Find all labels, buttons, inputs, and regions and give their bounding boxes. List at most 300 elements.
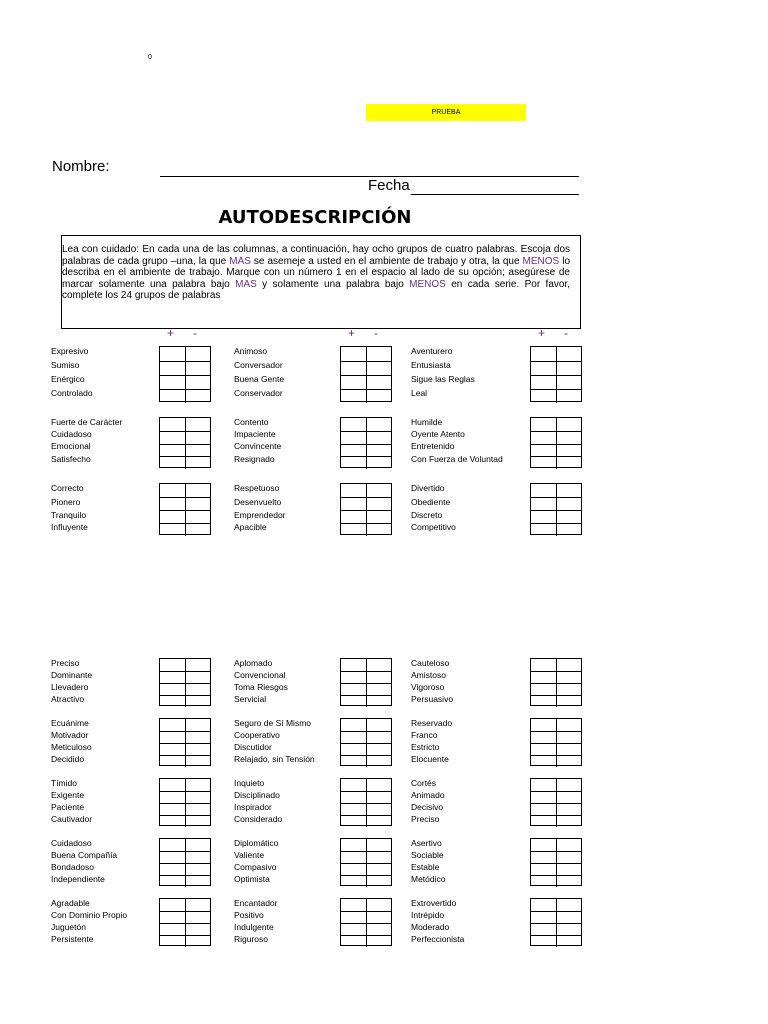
plus-cell[interactable]: [341, 484, 366, 497]
plus-cell[interactable]: [531, 852, 556, 863]
plus-cell[interactable]: [160, 445, 185, 457]
answer-row: [341, 671, 391, 683]
minus-cell[interactable]: [185, 362, 211, 375]
answer-row: [341, 863, 391, 875]
answer-grid: [530, 838, 582, 886]
plus-cell[interactable]: [341, 719, 366, 731]
plus-cell[interactable]: [160, 804, 185, 815]
minus-cell[interactable]: [185, 899, 211, 911]
minus-cell[interactable]: [366, 390, 392, 403]
answer-row: [341, 431, 391, 444]
minus-cell[interactable]: [556, 432, 582, 444]
plus-cell[interactable]: [341, 876, 366, 887]
answer-row: [341, 923, 391, 935]
word-option: Contento: [234, 417, 269, 427]
answer-row: [160, 659, 210, 671]
answer-row: [160, 851, 210, 863]
plus-header: +: [348, 326, 356, 340]
minus-cell[interactable]: [556, 696, 582, 707]
plus-cell[interactable]: [160, 696, 185, 707]
minus-cell[interactable]: [366, 899, 392, 911]
plus-cell[interactable]: [341, 696, 366, 707]
minus-cell[interactable]: [556, 511, 582, 523]
minus-cell[interactable]: [366, 816, 392, 827]
answer-row: [531, 683, 581, 695]
answer-row: [531, 418, 581, 431]
menos-word: MENOS: [409, 278, 446, 290]
minus-cell[interactable]: [185, 390, 211, 403]
plus-cell[interactable]: [160, 792, 185, 803]
word-option: Moderado: [411, 922, 450, 932]
minus-cell[interactable]: [185, 924, 211, 935]
minus-cell[interactable]: [556, 876, 582, 887]
minus-cell[interactable]: [366, 839, 392, 851]
answer-row: [341, 510, 391, 523]
plus-cell[interactable]: [531, 719, 556, 731]
plus-cell[interactable]: [160, 362, 185, 375]
plus-cell[interactable]: [341, 732, 366, 743]
answer-row: [160, 510, 210, 523]
plus-cell[interactable]: [531, 864, 556, 875]
minus-cell[interactable]: [185, 696, 211, 707]
plus-cell[interactable]: [531, 779, 556, 791]
plus-cell[interactable]: [341, 684, 366, 695]
word-option: Independiente: [51, 874, 105, 884]
answer-row: [341, 719, 391, 731]
minus-cell[interactable]: [366, 696, 392, 707]
plus-cell[interactable]: [531, 912, 556, 923]
plus-cell[interactable]: [531, 899, 556, 911]
word-option: Diplomático: [234, 838, 279, 848]
plus-cell[interactable]: [160, 684, 185, 695]
minus-cell[interactable]: [185, 756, 211, 767]
minus-cell[interactable]: [556, 732, 582, 743]
plus-cell[interactable]: [160, 347, 185, 361]
plus-cell[interactable]: [341, 457, 366, 469]
minus-cell[interactable]: [556, 347, 582, 361]
answer-row: [341, 779, 391, 791]
answer-row: [531, 431, 581, 444]
minus-cell[interactable]: [366, 418, 392, 431]
plus-cell[interactable]: [160, 876, 185, 887]
word-option: Fuerte de Carácter: [51, 417, 123, 427]
word-option: Amistoso: [411, 670, 446, 680]
minus-cell[interactable]: [556, 899, 582, 911]
answer-row: [341, 899, 391, 911]
answer-row: [160, 456, 210, 469]
minus-cell[interactable]: [366, 864, 392, 875]
word-option: Conversador: [234, 360, 283, 370]
answer-grid: [340, 778, 392, 826]
answer-row: [160, 875, 210, 887]
plus-cell[interactable]: [341, 864, 366, 875]
minus-cell[interactable]: [556, 912, 582, 923]
plus-cell[interactable]: [531, 672, 556, 683]
plus-cell[interactable]: [341, 899, 366, 911]
answer-row: [531, 444, 581, 457]
plus-cell[interactable]: [531, 376, 556, 389]
plus-cell[interactable]: [531, 924, 556, 935]
minus-cell[interactable]: [366, 684, 392, 695]
answer-row: [160, 863, 210, 875]
answer-grid: [530, 346, 582, 402]
minus-cell[interactable]: [185, 852, 211, 863]
minus-cell[interactable]: [556, 362, 582, 375]
minus-cell[interactable]: [185, 445, 211, 457]
plus-cell[interactable]: [160, 376, 185, 389]
answer-row: [160, 815, 210, 827]
minus-cell[interactable]: [185, 432, 211, 444]
word-option: Sociable: [411, 850, 444, 860]
minus-cell[interactable]: [366, 432, 392, 444]
plus-cell[interactable]: [341, 390, 366, 403]
answer-row: [341, 418, 391, 431]
minus-cell[interactable]: [556, 744, 582, 755]
plus-cell[interactable]: [341, 498, 366, 510]
minus-cell[interactable]: [366, 498, 392, 510]
plus-cell[interactable]: [160, 672, 185, 683]
minus-cell[interactable]: [185, 816, 211, 827]
plus-cell[interactable]: [531, 696, 556, 707]
plus-cell[interactable]: [531, 390, 556, 403]
minus-cell[interactable]: [366, 719, 392, 731]
minus-cell[interactable]: [366, 804, 392, 815]
minus-cell[interactable]: [185, 659, 211, 671]
answer-row: [160, 347, 210, 361]
answer-row: [160, 719, 210, 731]
answer-row: [531, 815, 581, 827]
plus-cell[interactable]: [341, 804, 366, 815]
plus-cell[interactable]: [160, 719, 185, 731]
minus-cell[interactable]: [185, 457, 211, 469]
word-option: Sigue las Reglas: [411, 374, 475, 384]
plus-cell[interactable]: [341, 362, 366, 375]
word-option: Tranquilo: [51, 510, 87, 520]
minus-cell[interactable]: [185, 511, 211, 523]
plus-cell[interactable]: [341, 912, 366, 923]
word-option: Decidido: [51, 754, 85, 764]
plus-cell[interactable]: [341, 779, 366, 791]
minus-cell[interactable]: [185, 376, 211, 389]
answer-row: [160, 418, 210, 431]
plus-cell[interactable]: [160, 498, 185, 510]
plus-cell[interactable]: [160, 816, 185, 827]
minus-cell[interactable]: [366, 924, 392, 935]
minus-cell[interactable]: [185, 792, 211, 803]
minus-cell[interactable]: [185, 418, 211, 431]
answer-row: [341, 731, 391, 743]
word-option: Discreto: [411, 510, 443, 520]
word-option: Convencional: [234, 670, 286, 680]
minus-cell[interactable]: [185, 484, 211, 497]
plus-cell[interactable]: [160, 432, 185, 444]
minus-cell[interactable]: [556, 792, 582, 803]
answer-grid: [159, 658, 211, 706]
plus-cell[interactable]: [341, 418, 366, 431]
minus-cell[interactable]: [556, 924, 582, 935]
answer-row: [531, 375, 581, 389]
plus-cell[interactable]: [341, 445, 366, 457]
minus-cell[interactable]: [556, 390, 582, 403]
plus-cell[interactable]: [531, 457, 556, 469]
plus-cell[interactable]: [160, 864, 185, 875]
word-option: Extrovertido: [411, 898, 457, 908]
minus-cell[interactable]: [556, 457, 582, 469]
minus-cell[interactable]: [185, 876, 211, 887]
minus-cell[interactable]: [185, 524, 211, 536]
minus-cell[interactable]: [185, 684, 211, 695]
word-option: Entusiasta: [411, 360, 451, 370]
word-option: Estable: [411, 862, 440, 872]
minus-cell[interactable]: [185, 672, 211, 683]
minus-cell[interactable]: [556, 804, 582, 815]
plus-cell[interactable]: [160, 457, 185, 469]
minus-cell[interactable]: [185, 912, 211, 923]
answer-row: [160, 375, 210, 389]
answer-row: [531, 743, 581, 755]
answer-row: [160, 803, 210, 815]
word-option: Apacible: [234, 522, 267, 532]
word-option: Positivo: [234, 910, 264, 920]
answer-grid: [159, 718, 211, 766]
word-option: Llevadero: [51, 682, 89, 692]
word-option: Animado: [411, 790, 445, 800]
minus-cell[interactable]: [556, 756, 582, 767]
plus-cell[interactable]: [531, 756, 556, 767]
plus-cell[interactable]: [531, 484, 556, 497]
answer-row: [341, 875, 391, 887]
plus-cell[interactable]: [531, 362, 556, 375]
minus-cell[interactable]: [556, 659, 582, 671]
plus-cell[interactable]: [160, 779, 185, 791]
minus-cell[interactable]: [556, 864, 582, 875]
plus-cell[interactable]: [531, 432, 556, 444]
word-option: Convincente: [234, 441, 282, 451]
plus-cell[interactable]: [341, 744, 366, 755]
plus-cell[interactable]: [531, 347, 556, 361]
word-option: Servicial: [234, 694, 267, 704]
plus-cell[interactable]: [160, 924, 185, 935]
word-option: Cautivador: [51, 814, 93, 824]
minus-cell[interactable]: [185, 732, 211, 743]
plus-cell[interactable]: [160, 418, 185, 431]
plus-cell[interactable]: [160, 744, 185, 755]
minus-cell[interactable]: [185, 936, 211, 947]
minus-cell[interactable]: [185, 864, 211, 875]
minus-cell[interactable]: [366, 484, 392, 497]
minus-cell[interactable]: [556, 816, 582, 827]
plus-cell[interactable]: [531, 792, 556, 803]
minus-cell[interactable]: [366, 376, 392, 389]
plus-cell[interactable]: [531, 524, 556, 536]
plus-cell[interactable]: [160, 756, 185, 767]
answer-row: [531, 851, 581, 863]
minus-cell[interactable]: [366, 672, 392, 683]
plus-cell[interactable]: [531, 936, 556, 947]
plus-cell[interactable]: [341, 659, 366, 671]
minus-cell[interactable]: [185, 744, 211, 755]
plus-cell[interactable]: [531, 659, 556, 671]
answer-grid: [530, 658, 582, 706]
answer-row: [160, 683, 210, 695]
word-option: Conservador: [234, 388, 283, 398]
plus-cell[interactable]: [341, 376, 366, 389]
plus-cell[interactable]: [341, 672, 366, 683]
word-option: Decisivo: [411, 802, 444, 812]
plus-cell[interactable]: [160, 936, 185, 947]
minus-cell[interactable]: [366, 457, 392, 469]
word-option: Cuidadoso: [51, 429, 92, 439]
plus-cell[interactable]: [341, 524, 366, 536]
word-option: Discutidor: [234, 742, 272, 752]
answer-row: [531, 484, 581, 497]
minus-cell[interactable]: [556, 524, 582, 536]
answer-row: [531, 779, 581, 791]
minus-cell[interactable]: [556, 498, 582, 510]
plus-cell[interactable]: [531, 732, 556, 743]
minus-cell[interactable]: [185, 719, 211, 731]
word-option: Persistente: [51, 934, 94, 944]
word-option: Tímido: [51, 778, 77, 788]
minus-cell[interactable]: [366, 511, 392, 523]
plus-cell[interactable]: [341, 924, 366, 935]
word-option: Emprendedor: [234, 510, 286, 520]
date-line[interactable]: [411, 194, 579, 195]
word-option: Ecuánime: [51, 718, 89, 728]
answer-row: [341, 347, 391, 361]
plus-cell[interactable]: [160, 852, 185, 863]
minus-cell[interactable]: [366, 852, 392, 863]
plus-cell[interactable]: [160, 659, 185, 671]
minus-cell[interactable]: [366, 876, 392, 887]
minus-cell[interactable]: [185, 347, 211, 361]
answer-row: [160, 431, 210, 444]
answer-grid: [340, 346, 392, 402]
word-option: Divertido: [411, 483, 445, 493]
minus-cell[interactable]: [366, 779, 392, 791]
plus-cell[interactable]: [531, 684, 556, 695]
test-label: PRUEBA: [366, 104, 526, 121]
answer-row: [341, 444, 391, 457]
answer-grid: [530, 417, 582, 468]
plus-cell[interactable]: [341, 816, 366, 827]
plus-header: +: [538, 326, 546, 340]
plus-cell[interactable]: [531, 804, 556, 815]
minus-cell[interactable]: [185, 498, 211, 510]
minus-cell[interactable]: [366, 756, 392, 767]
word-option: Aplomado: [234, 658, 273, 668]
minus-cell[interactable]: [366, 659, 392, 671]
minus-cell[interactable]: [366, 732, 392, 743]
minus-header: -: [564, 326, 568, 340]
answer-row: [160, 484, 210, 497]
minus-cell[interactable]: [556, 684, 582, 695]
word-option: Entretenido: [411, 441, 455, 451]
minus-cell[interactable]: [556, 852, 582, 863]
minus-cell[interactable]: [556, 445, 582, 457]
minus-cell[interactable]: [185, 839, 211, 851]
plus-cell[interactable]: [341, 511, 366, 523]
minus-cell[interactable]: [366, 347, 392, 361]
minus-cell[interactable]: [556, 672, 582, 683]
plus-cell[interactable]: [531, 511, 556, 523]
minus-cell[interactable]: [185, 779, 211, 791]
minus-cell[interactable]: [366, 792, 392, 803]
word-option: Oyente Atento: [411, 429, 465, 439]
plus-cell[interactable]: [341, 432, 366, 444]
word-option: Valiente: [234, 850, 265, 860]
minus-cell[interactable]: [366, 912, 392, 923]
plus-cell[interactable]: [531, 839, 556, 851]
plus-cell[interactable]: [531, 876, 556, 887]
word-option: Con Fuerza de Voluntad: [411, 454, 503, 464]
answer-row: [531, 361, 581, 375]
instructions-text: En cada una de las columnas, a continuación, hay ocho grupos de cuatro palabras. Escoja dos palabras de cada grupo –una, la que: [62, 244, 571, 267]
minus-cell[interactable]: [366, 362, 392, 375]
plus-cell[interactable]: [341, 756, 366, 767]
minus-cell[interactable]: [366, 744, 392, 755]
plus-cell[interactable]: [160, 839, 185, 851]
minus-cell[interactable]: [556, 936, 582, 947]
plus-cell[interactable]: [341, 792, 366, 803]
minus-cell[interactable]: [556, 839, 582, 851]
plus-cell[interactable]: [160, 899, 185, 911]
plus-cell[interactable]: [531, 816, 556, 827]
answer-grid: [340, 483, 392, 535]
word-option: Toma Riesgos: [234, 682, 288, 692]
minus-cell[interactable]: [556, 376, 582, 389]
word-option: Pionero: [51, 497, 81, 507]
answer-row: [531, 803, 581, 815]
plus-cell[interactable]: [160, 390, 185, 403]
word-option: Controlado: [51, 388, 93, 398]
minus-cell[interactable]: [556, 719, 582, 731]
plus-cell[interactable]: [160, 732, 185, 743]
menos-word: MENOS: [522, 255, 560, 267]
word-option: Cooperativo: [234, 730, 280, 740]
plus-cell[interactable]: [160, 484, 185, 497]
plus-cell[interactable]: [160, 511, 185, 523]
minus-cell[interactable]: [556, 484, 582, 497]
answer-row: [341, 839, 391, 851]
word-option: Obediente: [411, 497, 451, 507]
name-label: Nombre:: [52, 158, 110, 175]
minus-cell[interactable]: [366, 445, 392, 457]
plus-cell[interactable]: [531, 498, 556, 510]
word-option: Paciente: [51, 802, 85, 812]
minus-cell[interactable]: [366, 524, 392, 536]
plus-cell[interactable]: [341, 839, 366, 851]
minus-cell[interactable]: [185, 804, 211, 815]
plus-cell[interactable]: [531, 445, 556, 457]
word-option: Disciplinado: [234, 790, 280, 800]
plus-cell[interactable]: [341, 347, 366, 361]
plus-cell[interactable]: [531, 744, 556, 755]
answer-row: [160, 444, 210, 457]
minus-cell[interactable]: [556, 779, 582, 791]
mas-word: MAS: [229, 255, 251, 267]
answer-grid: [340, 658, 392, 706]
plus-cell[interactable]: [341, 852, 366, 863]
minus-cell[interactable]: [366, 936, 392, 947]
plus-cell[interactable]: [160, 524, 185, 536]
plus-cell[interactable]: [341, 936, 366, 947]
plus-cell[interactable]: [531, 418, 556, 431]
minus-cell[interactable]: [556, 418, 582, 431]
plus-cell[interactable]: [160, 912, 185, 923]
word-option: Inquieto: [234, 778, 265, 788]
answer-row: [531, 456, 581, 469]
